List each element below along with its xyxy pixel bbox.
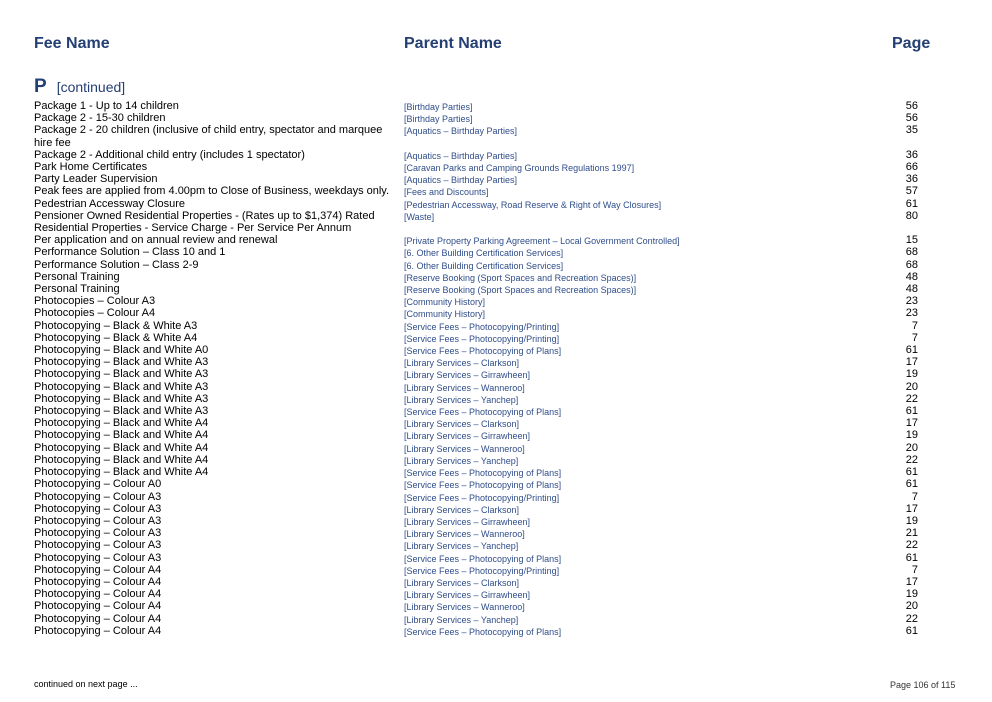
fee-name-cell: Park Home Certificates xyxy=(34,161,148,174)
table-row xyxy=(34,552,924,564)
parent-name-link[interactable]: [Service Fees – Photocopying/Printing] xyxy=(404,565,560,576)
parent-name-link[interactable]: [6. Other Building Certification Services] xyxy=(404,248,564,259)
fee-name-cell: Peak fees are applied from 4.00pm to Close of Business, weekdays only. xyxy=(34,185,390,198)
parent-name-link[interactable]: [Library Services – Girrawheen] xyxy=(404,590,531,601)
table-row xyxy=(34,173,924,185)
page-number-cell: 23 xyxy=(905,295,918,308)
fee-name-cell: Photocopying – Colour A3 xyxy=(34,490,162,503)
fee-name-cell: Personal Training xyxy=(34,283,120,296)
parent-name-link[interactable]: [Service Fees – Photocopying of Plans] xyxy=(404,346,562,357)
table-row xyxy=(34,466,924,478)
column-header-parent-name: Parent Name xyxy=(404,35,502,52)
table-row xyxy=(34,527,924,539)
parent-name-link[interactable]: [Library Services – Yanchep] xyxy=(404,394,519,405)
fee-name-cell: Photocopying – Colour A3 xyxy=(34,551,162,564)
page-number-cell: 68 xyxy=(905,258,918,271)
table-row xyxy=(34,344,924,356)
fee-name-cell: Package 2 - 20 children (inclusive of child entry, spectator and marquee hire fee xyxy=(34,124,383,149)
parent-name-link[interactable]: [Reserve Booking (Sport Spaces and Recreation Spaces)] xyxy=(404,285,637,296)
parent-name-link[interactable]: [Library Services – Wanneroo] xyxy=(404,382,525,393)
fee-name-cell: Package 1 - Up to 14 children xyxy=(34,100,179,112)
fee-name-cell: Photocopying – Colour A3 xyxy=(34,514,162,527)
page-number-cell: 19 xyxy=(905,429,918,442)
page-number-cell: 66 xyxy=(905,161,918,174)
page-number: Page 106 of 115 xyxy=(890,680,956,690)
table-row xyxy=(34,454,924,466)
table-row xyxy=(34,356,924,368)
parent-name-link[interactable]: [Birthday Parties] xyxy=(404,102,473,112)
table-row xyxy=(34,368,924,380)
fee-name-cell: Photocopying – Colour A0 xyxy=(34,478,162,491)
page-number-cell: 7 xyxy=(911,563,918,576)
page-number-cell: 61 xyxy=(905,478,918,491)
fee-name-cell: Photocopying – Colour A4 xyxy=(34,612,162,625)
fee-name-cell: Pedestrian Accessway Closure xyxy=(34,197,186,210)
page-number-cell: 68 xyxy=(905,246,918,259)
section-heading xyxy=(34,76,125,98)
parent-name-link[interactable]: [Community History] xyxy=(404,297,486,308)
page-number-cell: 23 xyxy=(905,307,918,320)
page-number-cell: 48 xyxy=(905,283,918,296)
fee-name-cell: Photocopying – Black and White A0 xyxy=(34,344,209,357)
parent-name-link[interactable]: [Service Fees – Photocopying of Plans] xyxy=(404,468,562,479)
page-number-cell: 61 xyxy=(905,197,918,210)
fee-name-cell: Photocopies – Colour A3 xyxy=(34,295,156,308)
page-number-cell: 7 xyxy=(911,490,918,503)
table-row xyxy=(34,478,924,490)
page-number-cell: 19 xyxy=(905,368,918,381)
parent-name-link[interactable]: [Community History] xyxy=(404,309,486,320)
page-number-cell: 56 xyxy=(905,112,918,125)
parent-name-link[interactable]: [Service Fees – Photocopying of Plans] xyxy=(404,480,562,491)
table-row xyxy=(34,417,924,429)
fee-name-cell: Photocopying – Black and White A3 xyxy=(34,392,209,405)
page-number-cell: 17 xyxy=(905,575,918,588)
section-continued-label: [continued] xyxy=(56,79,126,95)
fee-name-cell: Photocopying – Colour A4 xyxy=(34,600,162,613)
fee-name-cell: Party Leader Supervision xyxy=(34,173,158,186)
table-row xyxy=(34,332,924,344)
table-row xyxy=(34,539,924,551)
table-row xyxy=(34,503,924,515)
parent-name-link[interactable]: [Library Services – Clarkson] xyxy=(404,504,520,515)
fee-name-cell: Per application and on annual review and renewal xyxy=(34,234,278,247)
page-number-cell: 19 xyxy=(905,514,918,527)
parent-name-link[interactable]: [Waste] xyxy=(404,211,435,222)
parent-name-link[interactable]: [Library Services – Clarkson] xyxy=(404,419,520,430)
table-row xyxy=(34,185,924,197)
page-number-cell: 17 xyxy=(905,356,918,369)
parent-name-link[interactable]: [Library Services – Yanchep] xyxy=(404,455,519,466)
fee-name-cell: Photocopying – Colour A3 xyxy=(34,502,162,515)
parent-name-link[interactable]: [Private Property Parking Agreement – Local Government Controlled] xyxy=(404,236,680,247)
parent-name-link[interactable]: [6. Other Building Certification Services] xyxy=(404,260,564,271)
parent-name-link[interactable]: [Library Services – Wanneroo] xyxy=(404,529,525,540)
page-number-cell: 20 xyxy=(905,380,918,393)
table-row xyxy=(34,295,924,307)
table-row xyxy=(34,246,924,258)
page-number-cell: 19 xyxy=(905,588,918,601)
page-number-cell: 35 xyxy=(905,124,918,137)
table-row xyxy=(34,625,924,637)
parent-name-link[interactable]: [Library Services – Clarkson] xyxy=(404,358,520,369)
page-number-cell: 48 xyxy=(905,270,918,283)
parent-name-link[interactable]: [Service Fees – Photocopying of Plans] xyxy=(404,553,562,564)
page-number-cell: 17 xyxy=(905,417,918,430)
page-number-cell: 61 xyxy=(905,344,918,357)
fee-name-cell: Package 2 - Additional child entry (includes 1 spectator) xyxy=(34,148,305,161)
parent-name-link[interactable]: [Service Fees – Photocopying of Plans] xyxy=(404,407,562,418)
parent-name-link[interactable]: [Service Fees – Photocopying/Printing] xyxy=(404,333,560,344)
fee-name-cell: Photocopying – Colour A4 xyxy=(34,588,162,601)
fee-name-cell: Photocopying – Colour A4 xyxy=(34,563,162,576)
index-table xyxy=(34,100,924,637)
parent-name-link[interactable]: [Aquatics – Birthday Parties] xyxy=(404,126,518,137)
fee-name-cell: Photocopying – Black and White A4 xyxy=(34,453,209,466)
page-number-cell: 36 xyxy=(905,173,918,186)
column-header-fee-name: Fee Name xyxy=(34,35,110,52)
table-row xyxy=(34,491,924,503)
parent-name-link[interactable]: [Library Services – Girrawheen] xyxy=(404,370,531,381)
parent-name-link[interactable]: [Service Fees – Photocopying/Printing] xyxy=(404,321,560,332)
fee-name-cell: Photocopying – Black and White A4 xyxy=(34,466,209,479)
parent-name-link[interactable]: [Library Services – Yanchep] xyxy=(404,541,519,552)
table-row xyxy=(34,307,924,319)
parent-name-link[interactable]: [Library Services – Girrawheen] xyxy=(404,431,531,442)
parent-name-link[interactable]: [Service Fees – Photocopying/Printing] xyxy=(404,492,560,503)
table-row xyxy=(34,381,924,393)
parent-name-link[interactable]: [Library Services – Girrawheen] xyxy=(404,516,531,527)
fee-name-cell: Performance Solution – Class 2-9 xyxy=(34,258,199,271)
fee-name-cell: Photocopying – Black and White A3 xyxy=(34,405,209,418)
parent-name-link[interactable]: [Birthday Parties] xyxy=(404,114,473,125)
page-number-cell: 20 xyxy=(905,441,918,454)
table-row xyxy=(34,259,924,271)
parent-name-link[interactable]: [Library Services – Wanneroo] xyxy=(404,443,525,454)
parent-name-link[interactable]: [Pedestrian Accessway, Road Reserve & Right of Way Closures] xyxy=(404,199,662,210)
fee-name-cell: Photocopying – Colour A4 xyxy=(34,624,162,637)
parent-name-link[interactable]: [Library Services – Yanchep] xyxy=(404,614,519,625)
fee-name-cell: Photocopying – Black and White A3 xyxy=(34,380,209,393)
page-number-cell: 61 xyxy=(905,466,918,479)
page-number-cell: 22 xyxy=(905,453,918,466)
fee-name-cell: Pensioner Owned Residential Properties - (Rates up to $1,374) Rated Residential Properties - Service Charge - Per Service Per Annum xyxy=(34,209,375,235)
table-row xyxy=(34,613,924,625)
table-row xyxy=(34,149,924,161)
page-number-cell: 20 xyxy=(905,600,918,613)
parent-name-link[interactable]: [Aquatics – Birthday Parties] xyxy=(404,150,518,161)
table-row xyxy=(34,600,924,612)
table-row xyxy=(34,405,924,417)
fee-name-cell: Photocopying – Black & White A3 xyxy=(34,319,198,332)
parent-name-link[interactable]: [Library Services – Clarkson] xyxy=(404,577,520,588)
page-number-cell: 80 xyxy=(905,209,918,222)
parent-name-link[interactable]: [Reserve Booking (Sport Spaces and Recreation Spaces)] xyxy=(404,272,637,283)
table-row xyxy=(34,515,924,527)
fee-name-cell: Package 2 - 15-30 children xyxy=(34,112,166,125)
page-number-cell: 17 xyxy=(905,502,918,515)
table-row xyxy=(34,393,924,405)
fee-name-cell: Performance Solution – Class 10 and 1 xyxy=(34,246,226,259)
table-row xyxy=(34,210,924,234)
parent-name-link[interactable]: [Service Fees – Photocopying of Plans] xyxy=(404,626,562,637)
table-row xyxy=(34,283,924,295)
page-number-cell: 56 xyxy=(905,100,918,112)
table-row xyxy=(34,442,924,454)
table-row xyxy=(34,112,924,124)
fee-name-cell: Photocopying – Black and White A3 xyxy=(34,368,209,381)
fee-name-cell: Photocopying – Black and White A4 xyxy=(34,441,209,454)
table-row xyxy=(34,100,924,112)
table-row xyxy=(34,576,924,588)
page-number-cell: 22 xyxy=(905,539,918,552)
page-number-cell: 61 xyxy=(905,405,918,418)
fee-name-cell: Photocopying – Black & White A4 xyxy=(34,331,198,344)
parent-name-link[interactable]: [Library Services – Wanneroo] xyxy=(404,602,525,613)
table-row xyxy=(34,564,924,576)
page-number-cell: 21 xyxy=(905,527,918,540)
table-row xyxy=(34,271,924,283)
page-number-cell: 15 xyxy=(905,234,918,247)
page-number-cell: 61 xyxy=(905,551,918,564)
page-number-cell: 22 xyxy=(905,392,918,405)
page-number-cell: 22 xyxy=(905,612,918,625)
fee-name-cell: Photocopying – Colour A4 xyxy=(34,575,162,588)
table-row xyxy=(34,429,924,441)
table-row xyxy=(34,234,924,246)
fee-name-cell: Photocopying – Black and White A3 xyxy=(34,356,209,369)
table-row xyxy=(34,161,924,173)
parent-name-link[interactable]: [Caravan Parks and Camping Grounds Regulations 1997] xyxy=(404,163,635,174)
fee-name-cell: Personal Training xyxy=(34,270,120,283)
table-row xyxy=(34,588,924,600)
parent-name-link[interactable]: [Aquatics – Birthday Parties] xyxy=(404,175,518,186)
section-letter: P xyxy=(34,76,47,97)
page-number-cell: 61 xyxy=(905,624,918,637)
fee-name-cell: Photocopying – Colour A3 xyxy=(34,539,162,552)
parent-name-link[interactable]: [Fees and Discounts] xyxy=(404,187,489,198)
fee-name-cell: Photocopying – Colour A3 xyxy=(34,527,162,540)
page-number-cell: 7 xyxy=(911,331,918,344)
table-row xyxy=(34,124,924,148)
table-row xyxy=(34,320,924,332)
table-row xyxy=(34,198,924,210)
fee-name-cell: Photocopying – Black and White A4 xyxy=(34,417,209,430)
column-header-page: Page xyxy=(892,35,931,52)
fee-name-cell: Photocopying – Black and White A4 xyxy=(34,429,209,442)
page-number-cell: 57 xyxy=(905,185,918,198)
page-number-cell: 36 xyxy=(905,148,918,161)
continued-note: continued on next page ... xyxy=(34,679,138,689)
fee-name-cell: Photocopies – Colour A4 xyxy=(34,307,156,320)
page-number-cell: 7 xyxy=(911,319,918,332)
